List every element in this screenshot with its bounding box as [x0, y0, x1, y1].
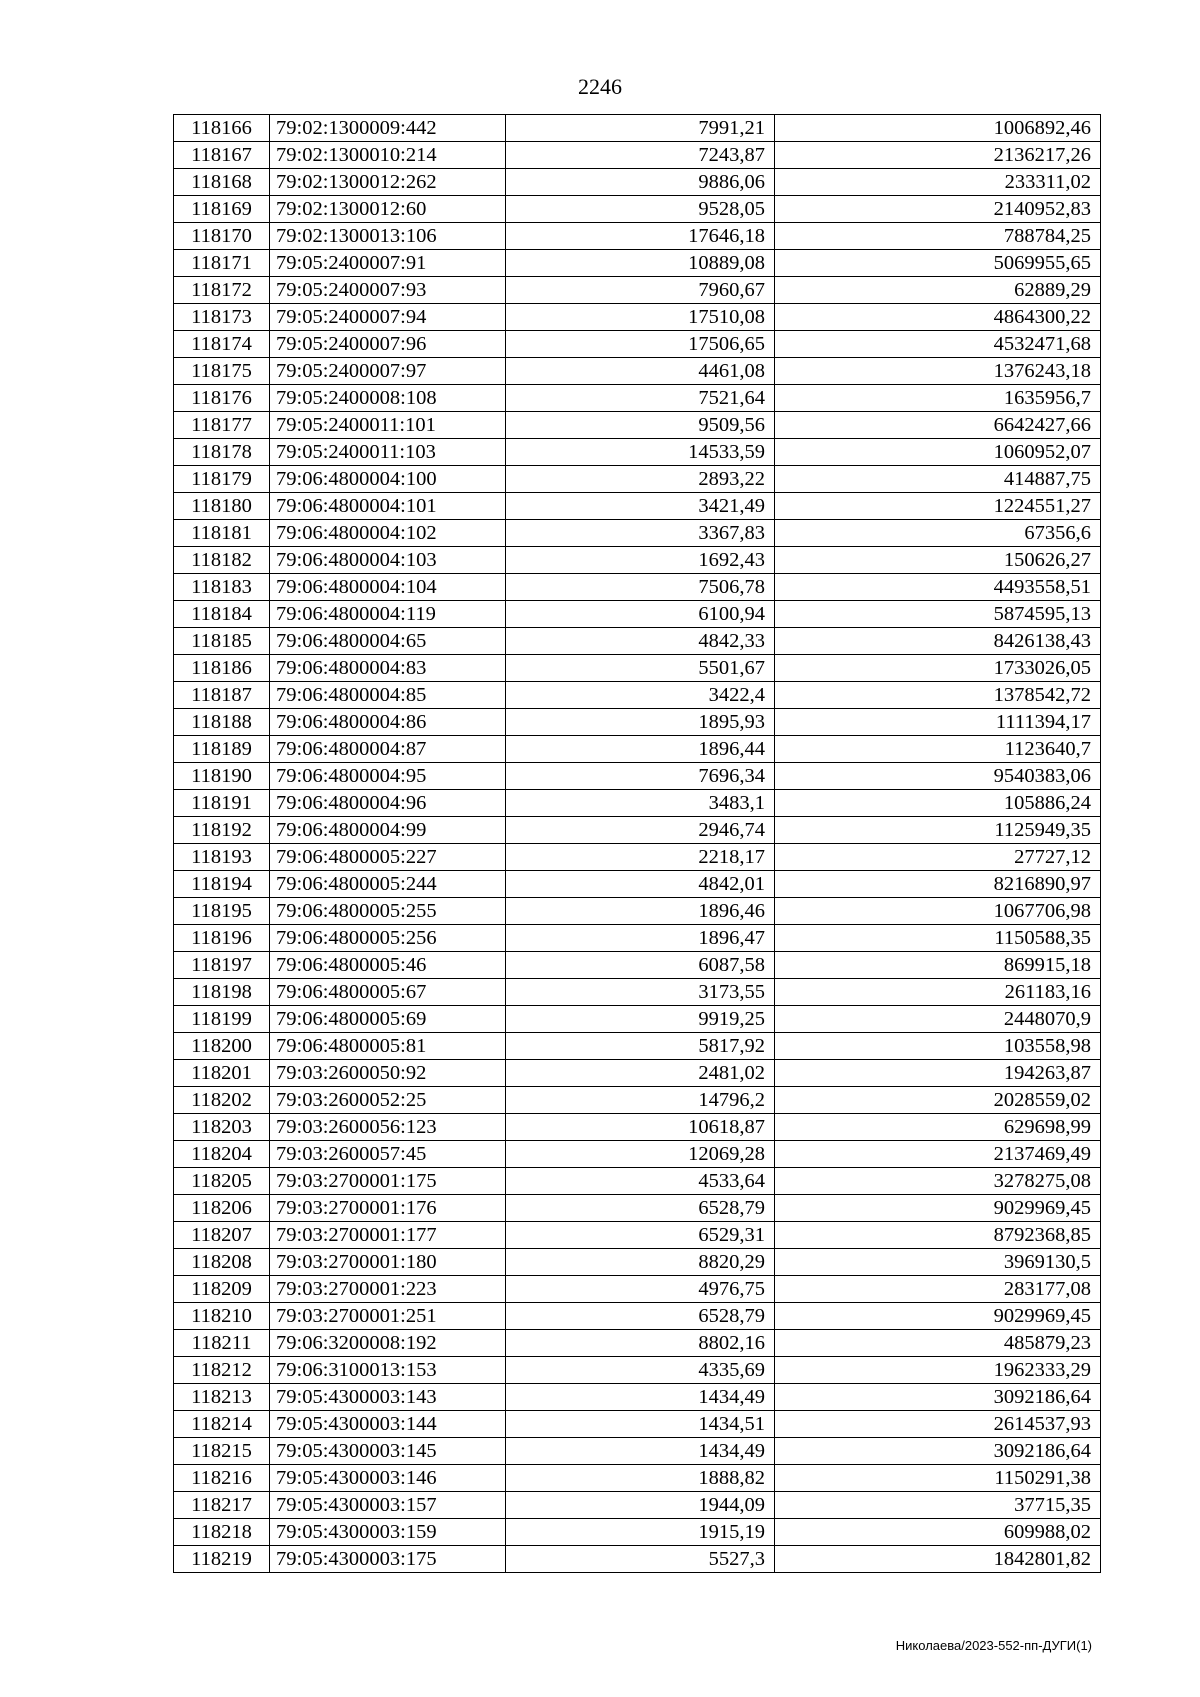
cadastral-number-cell: 79:06:4800005:227 — [270, 844, 506, 871]
cost-cell: 1378542,72 — [775, 682, 1101, 709]
cadastral-number-cell: 79:06:4800005:67 — [270, 979, 506, 1006]
table-row — [174, 1411, 1101, 1438]
cost-cell: 2448070,9 — [775, 1006, 1101, 1033]
cost-cell: 2614537,93 — [775, 1411, 1101, 1438]
table-row — [174, 1303, 1101, 1330]
table-row — [174, 1195, 1101, 1222]
row-number-cell: 118171 — [174, 250, 270, 277]
cadastral-number-cell: 79:02:1300010:214 — [270, 142, 506, 169]
table-row — [174, 736, 1101, 763]
table-row — [174, 331, 1101, 358]
cadastral-number-cell: 79:05:4300003:144 — [270, 1411, 506, 1438]
row-number-cell: 118207 — [174, 1222, 270, 1249]
table-row — [174, 844, 1101, 871]
cost-cell: 3092186,64 — [775, 1384, 1101, 1411]
area-cell: 9528,05 — [506, 196, 775, 223]
cadastral-number-cell: 79:05:4300003:175 — [270, 1546, 506, 1573]
cost-cell: 1123640,7 — [775, 736, 1101, 763]
area-cell: 2893,22 — [506, 466, 775, 493]
area-cell: 1896,44 — [506, 736, 775, 763]
area-cell: 4842,33 — [506, 628, 775, 655]
row-number-cell: 118181 — [174, 520, 270, 547]
row-number-cell: 118199 — [174, 1006, 270, 1033]
cost-cell: 1842801,82 — [775, 1546, 1101, 1573]
row-number-cell: 118172 — [174, 277, 270, 304]
cadastral-number-cell: 79:05:4300003:157 — [270, 1492, 506, 1519]
cost-cell: 1962333,29 — [775, 1357, 1101, 1384]
area-cell: 8802,16 — [506, 1330, 775, 1357]
cadastral-number-cell: 79:05:2400007:93 — [270, 277, 506, 304]
area-cell: 7696,34 — [506, 763, 775, 790]
row-number-cell: 118187 — [174, 682, 270, 709]
cost-cell: 3969130,5 — [775, 1249, 1101, 1276]
registry-table — [173, 114, 1101, 1573]
area-cell: 3422,4 — [506, 682, 775, 709]
cost-cell: 105886,24 — [775, 790, 1101, 817]
table-row — [174, 358, 1101, 385]
area-cell: 1434,49 — [506, 1438, 775, 1465]
cost-cell: 788784,25 — [775, 223, 1101, 250]
row-number-cell: 118217 — [174, 1492, 270, 1519]
area-cell: 1895,93 — [506, 709, 775, 736]
area-cell: 1896,47 — [506, 925, 775, 952]
cost-cell: 27727,12 — [775, 844, 1101, 871]
table-row — [174, 1168, 1101, 1195]
row-number-cell: 118209 — [174, 1276, 270, 1303]
row-number-cell: 118210 — [174, 1303, 270, 1330]
table-row — [174, 790, 1101, 817]
cadastral-number-cell: 79:06:4800004:102 — [270, 520, 506, 547]
table-row — [174, 250, 1101, 277]
cadastral-number-cell: 79:06:4800004:104 — [270, 574, 506, 601]
table-row — [174, 763, 1101, 790]
area-cell: 4976,75 — [506, 1276, 775, 1303]
cadastral-number-cell: 79:06:3100013:153 — [270, 1357, 506, 1384]
cost-cell: 8216890,97 — [775, 871, 1101, 898]
cost-cell: 1006892,46 — [775, 115, 1101, 142]
row-number-cell: 118197 — [174, 952, 270, 979]
area-cell: 3367,83 — [506, 520, 775, 547]
cadastral-number-cell: 79:06:4800005:244 — [270, 871, 506, 898]
area-cell: 4842,01 — [506, 871, 775, 898]
area-cell: 1434,49 — [506, 1384, 775, 1411]
row-number-cell: 118194 — [174, 871, 270, 898]
cadastral-number-cell: 79:03:2700001:223 — [270, 1276, 506, 1303]
row-number-cell: 118183 — [174, 574, 270, 601]
row-number-cell: 118216 — [174, 1465, 270, 1492]
row-number-cell: 118196 — [174, 925, 270, 952]
area-cell: 6087,58 — [506, 952, 775, 979]
row-number-cell: 118211 — [174, 1330, 270, 1357]
row-number-cell: 118198 — [174, 979, 270, 1006]
cadastral-number-cell: 79:03:2700001:251 — [270, 1303, 506, 1330]
cost-cell: 1150588,35 — [775, 925, 1101, 952]
row-number-cell: 118174 — [174, 331, 270, 358]
row-number-cell: 118168 — [174, 169, 270, 196]
cadastral-number-cell: 79:06:4800005:46 — [270, 952, 506, 979]
cadastral-number-cell: 79:02:1300013:106 — [270, 223, 506, 250]
cost-cell: 2136217,26 — [775, 142, 1101, 169]
table-row — [174, 979, 1101, 1006]
table-row — [174, 223, 1101, 250]
cost-cell: 9029969,45 — [775, 1303, 1101, 1330]
row-number-cell: 118166 — [174, 115, 270, 142]
row-number-cell: 118190 — [174, 763, 270, 790]
area-cell: 6528,79 — [506, 1303, 775, 1330]
area-cell: 3421,49 — [506, 493, 775, 520]
document-footer: Николаева/2023-552-пп-ДУГИ(1) — [895, 1638, 1092, 1653]
table-row — [174, 439, 1101, 466]
cadastral-number-cell: 79:06:4800004:119 — [270, 601, 506, 628]
cadastral-number-cell: 79:05:2400007:96 — [270, 331, 506, 358]
row-number-cell: 118219 — [174, 1546, 270, 1573]
row-number-cell: 118214 — [174, 1411, 270, 1438]
cadastral-number-cell: 79:02:1300009:442 — [270, 115, 506, 142]
row-number-cell: 118213 — [174, 1384, 270, 1411]
table-row — [174, 1546, 1101, 1573]
row-number-cell: 118169 — [174, 196, 270, 223]
cost-cell: 283177,08 — [775, 1276, 1101, 1303]
table-row — [174, 1060, 1101, 1087]
cadastral-number-cell: 79:05:2400007:94 — [270, 304, 506, 331]
cost-cell: 629698,99 — [775, 1114, 1101, 1141]
cadastral-number-cell: 79:05:2400007:91 — [270, 250, 506, 277]
area-cell: 14796,2 — [506, 1087, 775, 1114]
cost-cell: 1224551,27 — [775, 493, 1101, 520]
cadastral-number-cell: 79:06:4800004:95 — [270, 763, 506, 790]
row-number-cell: 118200 — [174, 1033, 270, 1060]
cost-cell: 2140952,83 — [775, 196, 1101, 223]
table-row — [174, 682, 1101, 709]
area-cell: 9886,06 — [506, 169, 775, 196]
row-number-cell: 118193 — [174, 844, 270, 871]
table-row — [174, 1492, 1101, 1519]
cost-cell: 1067706,98 — [775, 898, 1101, 925]
row-number-cell: 118176 — [174, 385, 270, 412]
cadastral-number-cell: 79:05:2400011:101 — [270, 412, 506, 439]
table-row — [174, 547, 1101, 574]
cost-cell: 4493558,51 — [775, 574, 1101, 601]
table-row — [174, 385, 1101, 412]
cadastral-number-cell: 79:05:4300003:143 — [270, 1384, 506, 1411]
row-number-cell: 118206 — [174, 1195, 270, 1222]
table-row — [174, 115, 1101, 142]
cost-cell: 6642427,66 — [775, 412, 1101, 439]
row-number-cell: 118215 — [174, 1438, 270, 1465]
cadastral-number-cell: 79:06:4800004:103 — [270, 547, 506, 574]
cost-cell: 9540383,06 — [775, 763, 1101, 790]
row-number-cell: 118189 — [174, 736, 270, 763]
cadastral-number-cell: 79:05:2400008:108 — [270, 385, 506, 412]
area-cell: 9509,56 — [506, 412, 775, 439]
row-number-cell: 118180 — [174, 493, 270, 520]
cadastral-number-cell: 79:03:2600056:123 — [270, 1114, 506, 1141]
table-row — [174, 952, 1101, 979]
cadastral-number-cell: 79:06:4800004:101 — [270, 493, 506, 520]
table-row — [174, 1249, 1101, 1276]
cadastral-number-cell: 79:06:4800005:255 — [270, 898, 506, 925]
table-row — [174, 277, 1101, 304]
area-cell: 17506,65 — [506, 331, 775, 358]
cost-cell: 261183,16 — [775, 979, 1101, 1006]
row-number-cell: 118212 — [174, 1357, 270, 1384]
cost-cell: 4532471,68 — [775, 331, 1101, 358]
cadastral-number-cell: 79:05:4300003:159 — [270, 1519, 506, 1546]
table-row — [174, 520, 1101, 547]
table-row — [174, 1033, 1101, 1060]
cadastral-number-cell: 79:03:2700001:177 — [270, 1222, 506, 1249]
cost-cell: 1060952,07 — [775, 439, 1101, 466]
cadastral-number-cell: 79:06:4800004:99 — [270, 817, 506, 844]
page-number: 2246 — [578, 74, 622, 99]
table-row — [174, 142, 1101, 169]
row-number-cell: 118167 — [174, 142, 270, 169]
area-cell: 4335,69 — [506, 1357, 775, 1384]
cost-cell: 414887,75 — [775, 466, 1101, 493]
table-row — [174, 871, 1101, 898]
cost-cell: 3092186,64 — [775, 1438, 1101, 1465]
row-number-cell: 118202 — [174, 1087, 270, 1114]
area-cell: 17646,18 — [506, 223, 775, 250]
table-row — [174, 169, 1101, 196]
cost-cell: 5069955,65 — [775, 250, 1101, 277]
area-cell: 1692,43 — [506, 547, 775, 574]
cadastral-number-cell: 79:03:2600057:45 — [270, 1141, 506, 1168]
cadastral-number-cell: 79:06:4800004:96 — [270, 790, 506, 817]
cost-cell: 869915,18 — [775, 952, 1101, 979]
table-row — [174, 1357, 1101, 1384]
cost-cell: 1125949,35 — [775, 817, 1101, 844]
area-cell: 4461,08 — [506, 358, 775, 385]
cost-cell: 485879,23 — [775, 1330, 1101, 1357]
cadastral-number-cell: 79:03:2600052:25 — [270, 1087, 506, 1114]
row-number-cell: 118175 — [174, 358, 270, 385]
cadastral-number-cell: 79:06:4800004:100 — [270, 466, 506, 493]
table-row — [174, 628, 1101, 655]
row-number-cell: 118177 — [174, 412, 270, 439]
area-cell: 9919,25 — [506, 1006, 775, 1033]
area-cell: 7991,21 — [506, 115, 775, 142]
table-row — [174, 412, 1101, 439]
cadastral-number-cell: 79:06:4800005:256 — [270, 925, 506, 952]
row-number-cell: 118208 — [174, 1249, 270, 1276]
area-cell: 7960,67 — [506, 277, 775, 304]
row-number-cell: 118186 — [174, 655, 270, 682]
area-cell: 10889,08 — [506, 250, 775, 277]
table-row — [174, 1276, 1101, 1303]
table-row — [174, 655, 1101, 682]
cost-cell: 1733026,05 — [775, 655, 1101, 682]
area-cell: 5817,92 — [506, 1033, 775, 1060]
cadastral-number-cell: 79:02:1300012:60 — [270, 196, 506, 223]
table-row — [174, 817, 1101, 844]
cadastral-number-cell: 79:06:4800005:69 — [270, 1006, 506, 1033]
table-row — [174, 1384, 1101, 1411]
table-row — [174, 1114, 1101, 1141]
row-number-cell: 118203 — [174, 1114, 270, 1141]
cadastral-number-cell: 79:05:4300003:145 — [270, 1438, 506, 1465]
row-number-cell: 118201 — [174, 1060, 270, 1087]
table-row — [174, 493, 1101, 520]
cost-cell: 67356,6 — [775, 520, 1101, 547]
cost-cell: 1376243,18 — [775, 358, 1101, 385]
cadastral-number-cell: 79:05:2400007:97 — [270, 358, 506, 385]
cadastral-number-cell: 79:03:2700001:175 — [270, 1168, 506, 1195]
area-cell: 6529,31 — [506, 1222, 775, 1249]
cost-cell: 3278275,08 — [775, 1168, 1101, 1195]
cost-cell: 62889,29 — [775, 277, 1101, 304]
area-cell: 6100,94 — [506, 601, 775, 628]
table-row — [174, 574, 1101, 601]
row-number-cell: 118173 — [174, 304, 270, 331]
cadastral-number-cell: 79:03:2700001:176 — [270, 1195, 506, 1222]
row-number-cell: 118188 — [174, 709, 270, 736]
cost-cell: 8426138,43 — [775, 628, 1101, 655]
table-row — [174, 1006, 1101, 1033]
area-cell: 1915,19 — [506, 1519, 775, 1546]
area-cell: 7243,87 — [506, 142, 775, 169]
area-cell: 2946,74 — [506, 817, 775, 844]
cost-cell: 1635956,7 — [775, 385, 1101, 412]
area-cell: 5501,67 — [506, 655, 775, 682]
cost-cell: 37715,35 — [775, 1492, 1101, 1519]
table-row — [174, 466, 1101, 493]
cost-cell: 609988,02 — [775, 1519, 1101, 1546]
cadastral-number-cell: 79:06:4800004:83 — [270, 655, 506, 682]
area-cell: 14533,59 — [506, 439, 775, 466]
cadastral-number-cell: 79:03:2600050:92 — [270, 1060, 506, 1087]
registry-table-body — [174, 115, 1101, 1573]
row-number-cell: 118204 — [174, 1141, 270, 1168]
row-number-cell: 118179 — [174, 466, 270, 493]
area-cell: 3483,1 — [506, 790, 775, 817]
table-row — [174, 1141, 1101, 1168]
area-cell: 1896,46 — [506, 898, 775, 925]
cost-cell: 8792368,85 — [775, 1222, 1101, 1249]
cost-cell: 233311,02 — [775, 169, 1101, 196]
table-row — [174, 1438, 1101, 1465]
cadastral-number-cell: 79:03:2700001:180 — [270, 1249, 506, 1276]
cadastral-number-cell: 79:06:4800004:65 — [270, 628, 506, 655]
area-cell: 17510,08 — [506, 304, 775, 331]
cadastral-number-cell: 79:06:4800005:81 — [270, 1033, 506, 1060]
cadastral-number-cell: 79:06:4800004:85 — [270, 682, 506, 709]
row-number-cell: 118185 — [174, 628, 270, 655]
cadastral-number-cell: 79:06:4800004:86 — [270, 709, 506, 736]
row-number-cell: 118192 — [174, 817, 270, 844]
row-number-cell: 118178 — [174, 439, 270, 466]
table-row — [174, 925, 1101, 952]
row-number-cell: 118191 — [174, 790, 270, 817]
table-row — [174, 601, 1101, 628]
table-row — [174, 1087, 1101, 1114]
row-number-cell: 118205 — [174, 1168, 270, 1195]
area-cell: 3173,55 — [506, 979, 775, 1006]
cost-cell: 2137469,49 — [775, 1141, 1101, 1168]
area-cell: 7506,78 — [506, 574, 775, 601]
cadastral-number-cell: 79:06:3200008:192 — [270, 1330, 506, 1357]
cost-cell: 5874595,13 — [775, 601, 1101, 628]
cost-cell: 194263,87 — [775, 1060, 1101, 1087]
cadastral-number-cell: 79:05:2400011:103 — [270, 439, 506, 466]
table-row — [174, 709, 1101, 736]
area-cell: 1434,51 — [506, 1411, 775, 1438]
cadastral-number-cell: 79:06:4800004:87 — [270, 736, 506, 763]
row-number-cell: 118195 — [174, 898, 270, 925]
cadastral-number-cell: 79:05:4300003:146 — [270, 1465, 506, 1492]
cost-cell: 2028559,02 — [775, 1087, 1101, 1114]
cadastral-number-cell: 79:02:1300012:262 — [270, 169, 506, 196]
area-cell: 12069,28 — [506, 1141, 775, 1168]
cost-cell: 4864300,22 — [775, 304, 1101, 331]
area-cell: 2481,02 — [506, 1060, 775, 1087]
table-row — [174, 898, 1101, 925]
area-cell: 8820,29 — [506, 1249, 775, 1276]
area-cell: 4533,64 — [506, 1168, 775, 1195]
table-row — [174, 196, 1101, 223]
row-number-cell: 118184 — [174, 601, 270, 628]
table-row — [174, 304, 1101, 331]
row-number-cell: 118170 — [174, 223, 270, 250]
table-row — [174, 1519, 1101, 1546]
area-cell: 6528,79 — [506, 1195, 775, 1222]
table-row — [174, 1330, 1101, 1357]
cost-cell: 150626,27 — [775, 547, 1101, 574]
area-cell: 7521,64 — [506, 385, 775, 412]
area-cell: 5527,3 — [506, 1546, 775, 1573]
area-cell: 1944,09 — [506, 1492, 775, 1519]
row-number-cell: 118182 — [174, 547, 270, 574]
area-cell: 10618,87 — [506, 1114, 775, 1141]
cost-cell: 9029969,45 — [775, 1195, 1101, 1222]
area-cell: 1888,82 — [506, 1465, 775, 1492]
cost-cell: 1111394,17 — [775, 709, 1101, 736]
area-cell: 2218,17 — [506, 844, 775, 871]
cost-cell: 103558,98 — [775, 1033, 1101, 1060]
table-row — [174, 1222, 1101, 1249]
table-row — [174, 1465, 1101, 1492]
row-number-cell: 118218 — [174, 1519, 270, 1546]
cost-cell: 1150291,38 — [775, 1465, 1101, 1492]
